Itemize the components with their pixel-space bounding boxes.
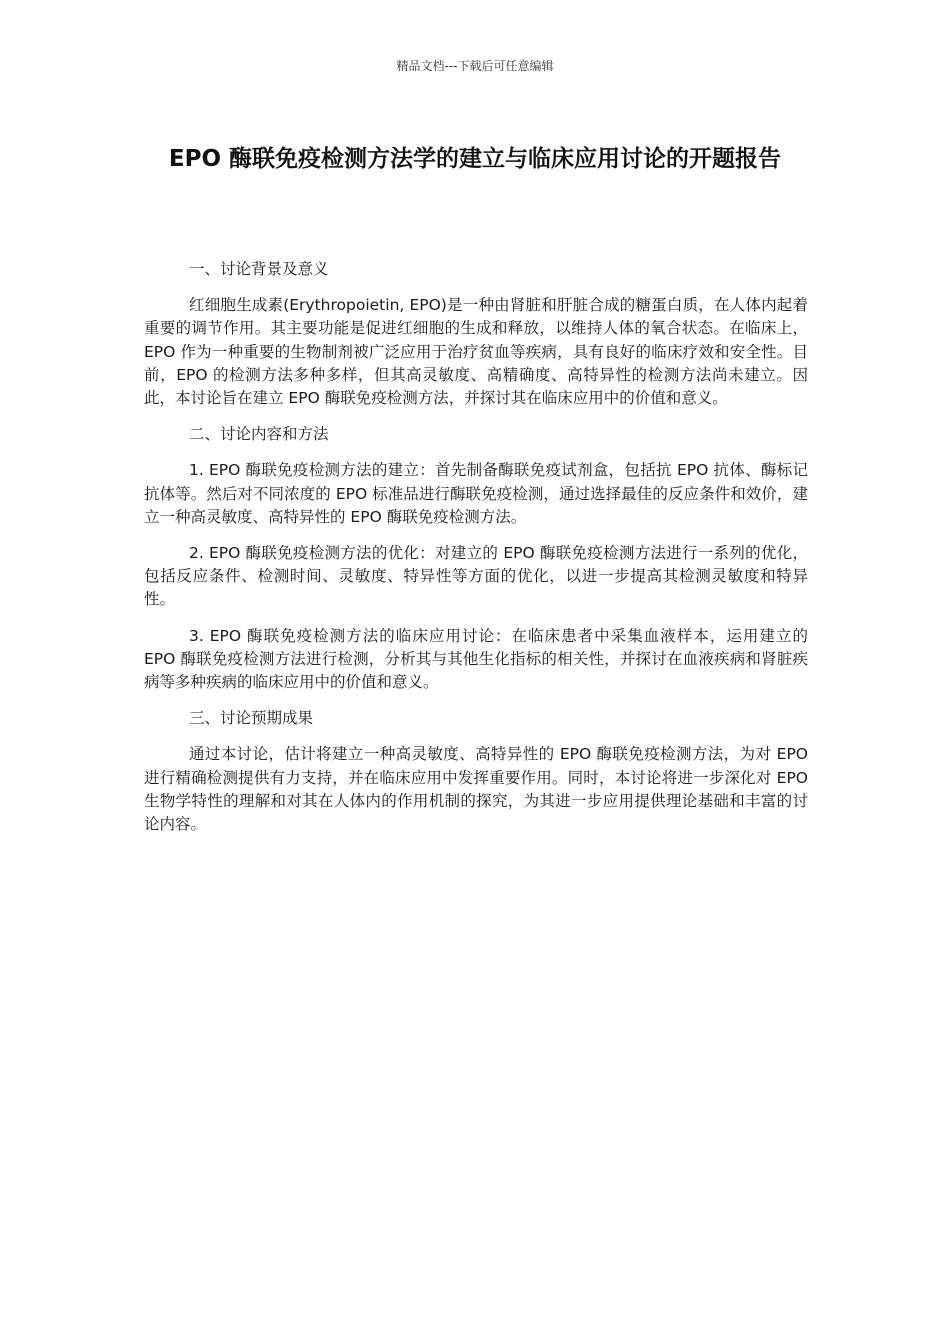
section-heading-methods: 二、讨论内容和方法 [189,425,329,444]
section-heading-outcomes: 三、讨论预期成果 [189,709,314,728]
header-note: 精品文档---下载后可任意编辑 [396,59,554,73]
paragraph-method-2: 2. EPO 酶联免疫检测方法的优化：对建立的 EPO 酶联免疫检测方法进行一系列的优化，包括反应条件、检测时间、灵敏度、特异性等方面的优化，以进一步提高其检测灵敏度和特异性。 [144,544,808,609]
paragraph-method-3: 3. EPO 酶联免疫检测方法的临床应用讨论：在临床患者中采集血液样本，运用建立的 EPO 酶联免疫检测方法进行检测，分析其与其他生化指标的相关性，并探讨在血液疾病和肾脏疾病等多种疾病的临床应用中的价值和意义。 [144,626,808,692]
paragraph-background: 红细胞生成素(Erythropoietin, EPO)是一种由肾脏和肝脏合成的糖蛋白质，在人体内起着重要的调节作用。其主要功能是促进红细胞的生成和释放，以维持人体的氧合状态。在临床上，EPO 作为一种重要的生物制剂被广泛应用于治疗贫血等疾病，具有良好的临床疗效和安全性。目前，EPO 的检测方法多种多样，但其高灵敏度、高精确度、高特异性的检测方法尚未建立。因此，本讨论旨在建立 EPO 酶联免疫检测方法，并探讨其在临床应用中的价值和意义。 [144,296,808,408]
section-heading-background: 一、讨论背景及意义 [189,260,329,278]
paragraph-outcomes: 通过本讨论，估计将建立一种高灵敏度、高特异性的 EPO 酶联免疫检测方法，为对 EPO 进行精确检测提供有力支持，并在临床应用中发挥重要作用。同时，本讨论将进一步深化对 EPO 生物学特性的理解和对其在人体内的作用机制的探究，为其进一步应用提供理论基础和丰富的讨论内容。 [144,745,808,834]
page-title: EPO 酶联免疫检测方法学的建立与临床应用讨论的开题报告 [168,146,782,172]
paragraph-method-1: 1. EPO 酶联免疫检测方法的建立：首先制备酶联免疫试剂盒，包括抗 EPO 抗体、酶标记抗体等。然后对不同浓度的 EPO 标准品进行酶联免疫检测，通过选择最佳的反应条件和效价，建立一种高灵敏度、高特异性的 EPO 酶联免疫检测方法。 [144,461,808,526]
document-body [144,258,808,849]
